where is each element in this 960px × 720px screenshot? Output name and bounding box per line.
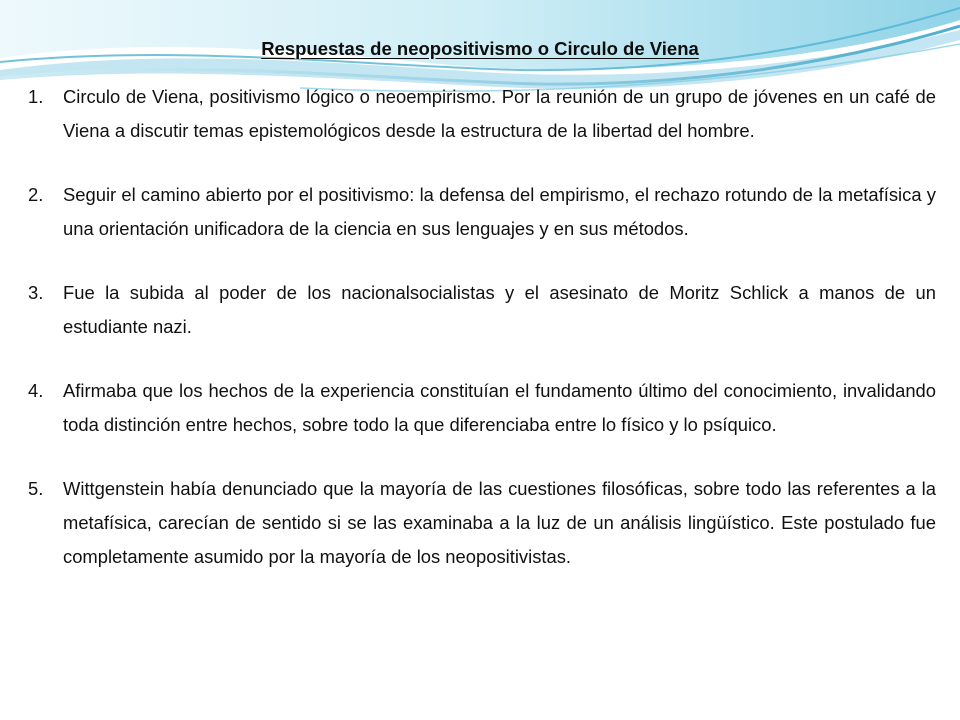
item-number: 3. (28, 282, 44, 303)
item-number: 1. (28, 86, 44, 107)
item-number: 4. (28, 380, 44, 401)
item-text: Wittgenstein había denunciado que la mayoría de las cuestiones filosóficas, sobre todo las referentes a la metafísica, carecían de sentido si se las examinaba a la luz de un análisis lingüístico. Este postulado fue completamente asumido por la mayoría de los neopositivistas. (63, 478, 936, 567)
list-item (28, 80, 936, 148)
item-number: 5. (28, 478, 44, 499)
list-item (28, 276, 936, 344)
item-text: Afirmaba que los hechos de la experiencia constituían el fundamento último del conocimiento, invalidando toda distinción entre hechos, sobre todo la que diferenciaba entre lo físico y lo psíquico. (63, 380, 936, 435)
list-item (28, 472, 936, 574)
list-item (28, 374, 936, 442)
item-text: Circulo de Viena, positivismo lógico o neoempirismo. Por la reunión de un grupo de jóvenes en un café de Viena a discutir temas epistemológicos desde la estructura de la libertad del hombre. (63, 86, 936, 141)
item-text: Fue la subida al poder de los nacionalsocialistas y el asesinato de Moritz Schlick a manos de un estudiante nazi. (63, 282, 936, 337)
list-item (28, 178, 936, 246)
item-text: Seguir el camino abierto por el positivismo: la defensa del empirismo, el rechazo rotundo de la metafísica y una orientación unificadora de la ciencia en sus lenguajes y en sus métodos. (63, 184, 936, 239)
answers-list (28, 80, 936, 604)
item-number: 2. (28, 184, 44, 205)
slide-title: Respuestas de neopositivismo o Circulo de Viena (261, 38, 699, 59)
